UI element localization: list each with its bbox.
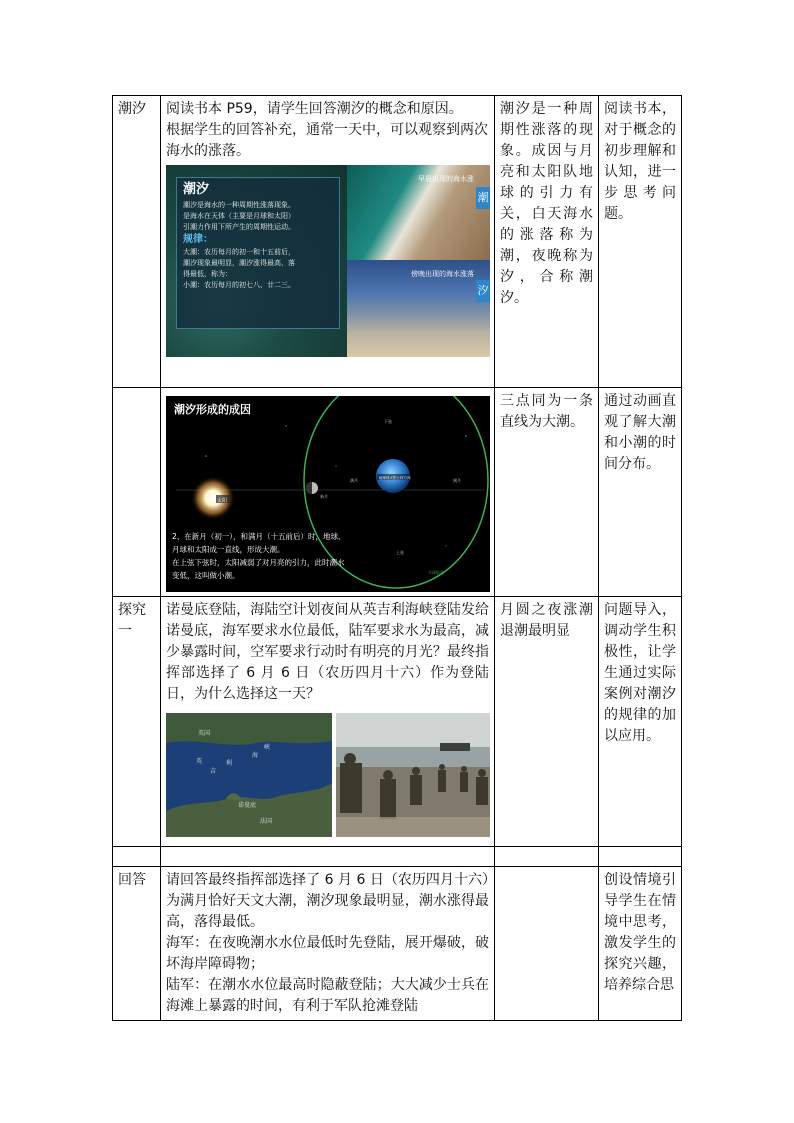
content-line: 阅读书本 P59，请学生回答潮汐的概念和原因。 — [166, 101, 463, 117]
panel-line: 潮汐现象最明显，潮汐涨得最高，落 — [183, 259, 295, 267]
diagram-text: 在上弦下弦时，太阳减弱了对月亮的引力，此时潮水 — [172, 558, 345, 567]
row-label: 潮汐 — [113, 96, 161, 388]
orbit-label: 满月 — [453, 478, 461, 483]
map-label: 海 — [252, 752, 259, 759]
row-label — [113, 388, 161, 597]
student-cell: 潮汐是一种周期性涨落的现象。成因与月亮和太阳队地球的引力有关，白天海水的涨落称为潮，夜晚称为汐，合称潮汐。 — [495, 96, 599, 388]
orbit-note: 月球轨道 — [428, 570, 444, 575]
table-row — [113, 867, 682, 1021]
image-caption: 早晨出现的海水涨 — [418, 175, 474, 183]
table-row — [113, 96, 682, 388]
panel-title: 潮汐 — [183, 182, 210, 197]
purpose-cell: 通过动画直观了解大潮和小潮的时间分布。 — [599, 388, 682, 597]
content-cell — [161, 867, 495, 1021]
panel-line: 引潮力作用下所产生的周期性运动。 — [183, 223, 295, 231]
sun-label: 太阳 — [217, 498, 228, 504]
diagram-title: 潮汐形成的成因 — [174, 403, 251, 416]
table-row — [113, 388, 682, 597]
content-line: 海军：在夜晚潮水水位最低时先登陆，展开爆破，破坏海岸障碍物； — [166, 935, 489, 972]
content-text: 诺曼底登陆，海陆空计划夜间从英吉利海峡登陆发给诺曼底，海军要求水位最低，陆军要求水为最高，减少暴露时间，空军要求行动时有明亮的月光？最终指挥部选择了 6 月 6 日（农历四月十六）作为登陆日，为什么选择这一天？ — [166, 602, 489, 702]
panel-line: 小潮：农历每月的初七八、廿二三。 — [183, 281, 295, 289]
tide-cause-diagram — [166, 396, 490, 592]
orbit-label: 上弦 — [396, 550, 404, 555]
tide-badge: 汐 — [476, 280, 490, 302]
image-caption: 傍晚出现的海水涨落 — [411, 270, 474, 278]
content-cell — [161, 597, 495, 847]
content-line: 陆军：在潮水水位最高时隐蔽登陆；大大减少士兵在海滩上暴露的时间，有利于军队抢滩登陆 — [166, 977, 489, 1014]
student-cell — [495, 867, 599, 1021]
lesson-table — [112, 95, 682, 1021]
panel-line: 潮汐是海水的一种周期性涨落现象。 — [183, 201, 295, 209]
english-channel-map — [166, 713, 332, 837]
map-label: 诺曼底 — [238, 802, 257, 809]
row-label — [113, 847, 161, 867]
purpose-cell — [599, 847, 682, 867]
panel-line: 得最低，称为： — [183, 270, 232, 278]
map-label: 法国 — [260, 818, 273, 825]
row-label: 探究一 — [113, 597, 161, 847]
purpose-cell: 问题导入，调动学生积极性，让学生通过实际案例对潮汐的规律的加以应用。 — [599, 597, 682, 847]
content-cell — [161, 96, 495, 388]
student-cell — [495, 847, 599, 867]
landing-troops-photo — [336, 713, 490, 837]
row-label: 回答 — [113, 867, 161, 1021]
map-label: 利 — [226, 760, 233, 767]
diagram-text: 2、在新月（初一），和满月（十五前后）时，地球、 — [172, 532, 346, 541]
content-cell — [161, 847, 495, 867]
panel-law-title: 规律： — [183, 234, 213, 245]
earth-label: 地球绕太阳公转方向 — [379, 476, 411, 480]
table-row — [113, 597, 682, 847]
purpose-cell: 创设情境引导学生在情境中思考，激发学生的探究兴趣，培养综合思 — [599, 867, 682, 1021]
student-cell: 月圆之夜涨潮退潮最明显 — [495, 597, 599, 847]
tide-definition-panel — [176, 177, 340, 329]
tide-cause-svg — [166, 396, 490, 592]
panel-line: 是海水在天体（主要是月球和太阳） — [183, 212, 295, 220]
map-label: 峡 — [264, 744, 271, 751]
map-label: 英国 — [198, 730, 211, 737]
ocean-aerial-image — [166, 165, 347, 357]
diagram-text: 变低，这叫做小潮。 — [172, 571, 240, 580]
map-label: 英 — [196, 758, 203, 765]
panel-line: 大潮：农历每月的初一和十五前后， — [183, 248, 295, 256]
evening-wave-image — [347, 260, 490, 357]
star-field — [205, 425, 467, 546]
student-cell: 三点同为一条直线为大潮。 — [495, 388, 599, 597]
content-cell — [161, 388, 495, 597]
orbit-label: 下弦 — [384, 419, 392, 424]
map-label: 吉 — [210, 768, 217, 775]
diagram-text: 月球和太阳成一直线，形成大潮。 — [172, 545, 285, 554]
content-line: 根据学生的回答补充，通常一天中，可以观察到两次海水的涨落。 — [166, 122, 488, 159]
purpose-cell: 阅读书本，对于概念的初步理解和认知，进一步思考问题。 — [599, 96, 682, 388]
tide-badge: 潮 — [476, 187, 490, 209]
table-row — [113, 847, 682, 867]
content-line: 请回答最终指挥部选择了 6 月 6 日（农历四月十六）为满月恰好天文大潮，潮汐现象最明显，潮水涨得最高，落得最低。 — [166, 872, 489, 930]
orbit-label: 满月 — [350, 478, 358, 483]
moon-label: 新月 — [320, 494, 328, 499]
morning-wave-image — [347, 165, 490, 260]
tide-photo — [166, 165, 490, 357]
